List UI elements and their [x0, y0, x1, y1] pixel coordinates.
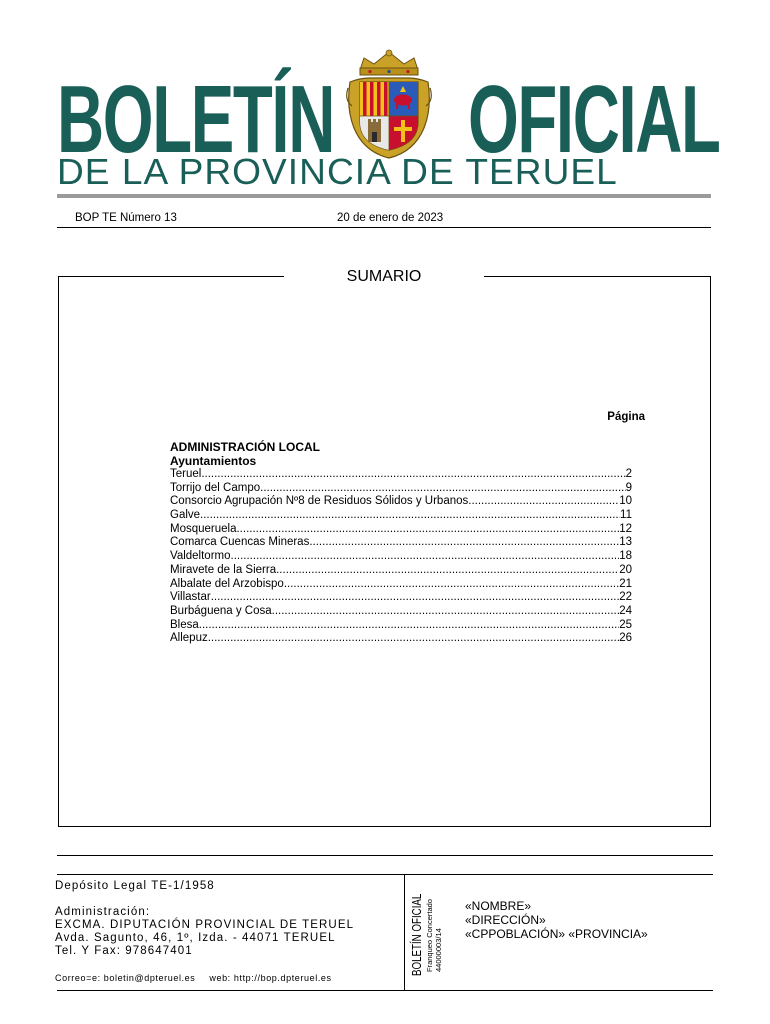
contact-web[interactable]: web: http://bop.dpteruel.es [209, 973, 332, 983]
footer-divider-top [57, 855, 713, 856]
section-heading: ADMINISTRACIÓN LOCAL [170, 440, 320, 454]
toc-entry-name: Burbáguena y Cosa [170, 604, 272, 617]
footer-divider-bottom [57, 990, 713, 991]
toc-entry-name: Teruel [170, 468, 202, 480]
page-column-label: Página [607, 411, 645, 423]
toc-entry-page: 26 [619, 632, 632, 645]
toc-entry[interactable] [170, 468, 632, 482]
toc-entry[interactable] [170, 509, 632, 523]
toc-entry-name: Comarca Cuencas Mineras [170, 536, 310, 549]
masthead-subtitle: DE LA PROVINCIA DE TERUEL [57, 151, 618, 192]
toc-entry-name: Miravete de la Sierra [170, 563, 277, 576]
coat-of-arms-icon [346, 48, 432, 160]
bulletin-number: BOP TE Número 13 [75, 212, 177, 224]
legal-deposit: Depósito Legal TE-1/1958 [55, 880, 215, 892]
toc-entry[interactable] [170, 523, 632, 537]
postage-stamp [410, 876, 450, 976]
contact-line [55, 973, 346, 983]
toc-entry-name: Albalate del Arzobispo [170, 577, 284, 590]
toc-entry-name: Valdeltormo [170, 550, 231, 563]
toc-entry[interactable] [170, 564, 632, 578]
toc-entry-name: Allepuz [170, 632, 208, 645]
toc-entry-page: 9 [625, 481, 632, 494]
toc-entry[interactable] [170, 536, 632, 550]
bulletin-date: 20 de enero de 2023 [337, 212, 444, 224]
toc-entry[interactable] [170, 619, 632, 633]
subsection-heading: Ayuntamientos [170, 454, 257, 468]
toc-entry[interactable] [170, 578, 632, 592]
admin-name: EXCMA. DIPUTACIÓN PROVINCIAL DE TERUEL [55, 919, 355, 931]
toc-entry-name: Villastar [170, 591, 211, 604]
stamp-line-2: 44000003/14 [434, 928, 443, 972]
toc-entry-page: 25 [619, 618, 632, 631]
toc-entry-page: 13 [619, 536, 632, 549]
footer-vertical-divider [404, 874, 405, 990]
table-of-contents [170, 468, 632, 646]
footer-divider-upper [57, 874, 713, 875]
toc-entry-name: Consorcio Agrupación Nº8 de Residuos Sólidos y Urbanos [170, 495, 469, 508]
sumario-title: SUMARIO [284, 265, 484, 289]
header-divider [57, 227, 711, 228]
toc-entry[interactable] [170, 482, 632, 496]
toc-entry[interactable] [170, 591, 632, 605]
recipient-city: «CPPOBLACIÓN» «PROVINCIA» [465, 927, 648, 941]
recipient-address: «DIRECCIÓN» [465, 913, 546, 927]
stamp-title: BOLETÍN OFICIAL [410, 893, 424, 976]
toc-entry-page: 21 [619, 577, 632, 590]
masthead-divider [57, 194, 711, 198]
toc-entry-page: 12 [619, 522, 632, 535]
toc-entry-page: 10 [619, 495, 632, 508]
contact-email[interactable]: Correo=e: boletin@dpteruel.es [55, 973, 196, 983]
toc-entry-name: Galve [170, 509, 201, 522]
toc-entry[interactable] [170, 632, 632, 646]
toc-entry-page: 22 [619, 591, 632, 604]
toc-entry-page: 11 [620, 509, 632, 522]
admin-address: Avda. Sagunto, 46, 1º, Izda. - 44071 TERUEL [55, 932, 336, 944]
toc-entry-page: 24 [619, 604, 632, 617]
toc-entry[interactable] [170, 550, 632, 564]
toc-entry-page: 18 [619, 550, 632, 563]
toc-entry[interactable] [170, 495, 632, 509]
toc-entry[interactable] [170, 605, 632, 619]
toc-entry-page: 20 [619, 563, 632, 576]
toc-entry-name: Mosqueruela [170, 522, 237, 535]
masthead-word-boletin: BOLETÍN [57, 66, 334, 173]
toc-entry-name: Blesa [170, 618, 199, 631]
recipient-name: «NOMBRE» [465, 899, 532, 913]
admin-phone: Tel. Y Fax: 978647401 [55, 945, 193, 957]
masthead-word-oficial: OFICIAL [468, 66, 720, 173]
admin-label: Administración: [55, 906, 151, 918]
toc-entry-name: Torrijo del Campo [170, 481, 261, 494]
stamp-line-1: Franqueo Concertado [425, 899, 434, 972]
toc-entry-page: 2 [625, 468, 632, 480]
